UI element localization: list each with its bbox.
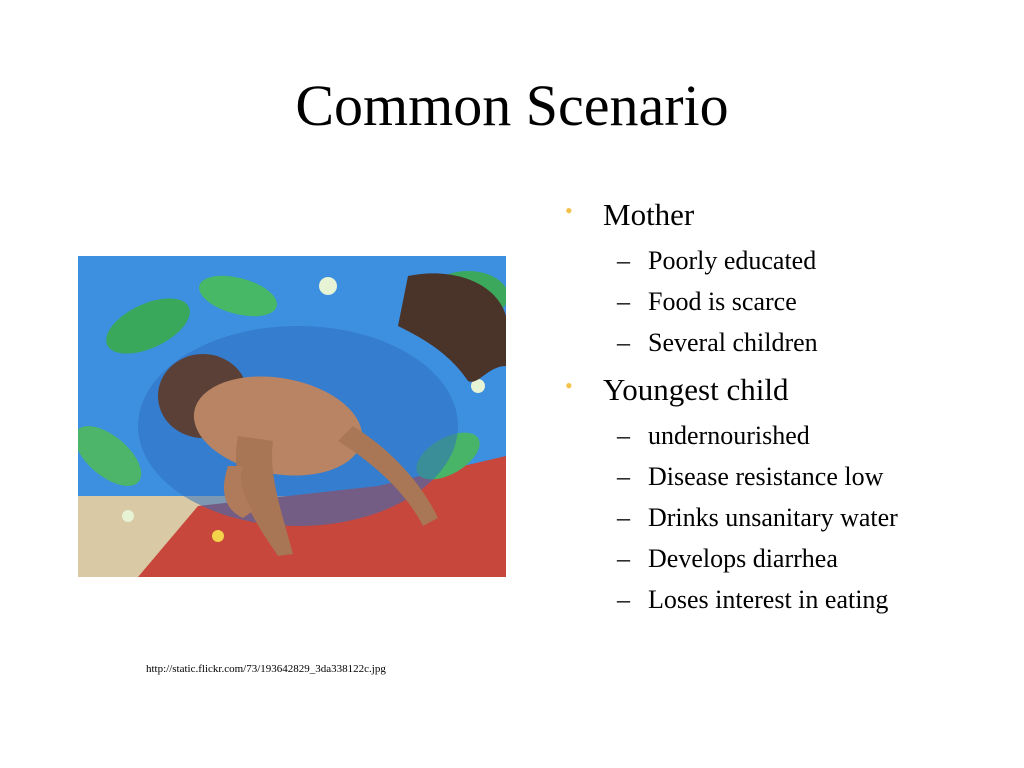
sub-list [565,415,1005,620]
sub-item [565,240,1005,281]
dash-icon: – [617,328,630,357]
dash-icon: – [617,462,630,491]
bullet-item [565,371,1005,409]
bullet-group-mother [565,196,1005,363]
bullet-item [565,196,1005,234]
sub-item [565,579,1005,620]
bullet-label: Youngest child [603,372,789,407]
sub-item [565,415,1005,456]
bullet-dot-icon: • [565,373,573,398]
bullet-group-youngest-child [565,371,1005,620]
bullet-list [565,196,1005,628]
sub-item-label: Loses interest in eating [648,585,889,614]
bullet-dot-icon: • [565,198,573,223]
sub-item-label: Several children [648,328,818,357]
sub-item [565,538,1005,579]
sub-item-label: Poorly educated [648,246,817,275]
dash-icon: – [617,246,630,275]
dash-icon: – [617,421,630,450]
dash-icon: – [617,585,630,614]
sub-item [565,281,1005,322]
sub-item [565,497,1005,538]
sub-item-label: Food is scarce [648,287,797,316]
sub-item-label: undernourished [648,421,810,450]
sub-item [565,322,1005,363]
sub-list [565,240,1005,363]
sub-item [565,456,1005,497]
slide-title: Common Scenario [295,73,729,138]
image-source-caption: http://static.flickr.com/73/193642829_3da338122c.jpg [146,663,386,675]
sub-item-label: Develops diarrhea [648,544,838,573]
dash-icon: – [617,544,630,573]
photo [78,256,506,577]
bullet-label: Mother [603,197,695,232]
dash-icon: – [617,503,630,532]
sub-item-label: Disease resistance low [648,462,884,491]
sub-item-label: Drinks unsanitary water [648,503,898,532]
dash-icon: – [617,287,630,316]
